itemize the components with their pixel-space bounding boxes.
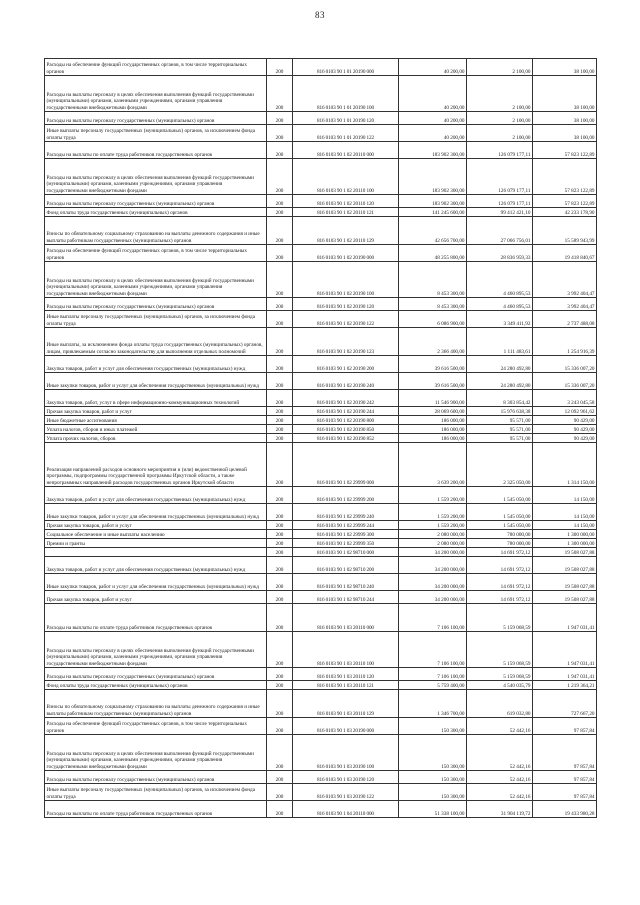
unexecuted-amount-cell: 1 947 031,41 bbox=[533, 604, 597, 632]
classification-code-cell: 816 0103 90 1 01 20190 000 bbox=[293, 59, 399, 76]
line-code-cell: 200 bbox=[267, 125, 293, 142]
executed-amount-cell: 5 159 068,59 bbox=[467, 668, 533, 681]
approved-amount-cell: 40 200,00 bbox=[399, 125, 467, 142]
classification-code-cell: 816 0103 90 1 03 20110 120 bbox=[293, 668, 399, 681]
line-code-cell: 200 bbox=[267, 521, 293, 530]
unexecuted-amount-cell: 1 219 364,21 bbox=[533, 681, 597, 690]
line-code-cell: 200 bbox=[267, 718, 293, 735]
line-code-cell: 200 bbox=[267, 771, 293, 784]
executed-amount-cell: 126 079 177,11 bbox=[467, 159, 533, 195]
executed-amount-cell: 2 100,00 bbox=[467, 76, 533, 112]
executed-amount-cell: 31 904 119,72 bbox=[467, 801, 533, 818]
approved-amount-cell: 183 902 300,00 bbox=[399, 159, 467, 195]
classification-code-cell: 816 0103 90 1 03 20190 122 bbox=[293, 784, 399, 801]
line-code-cell: 200 bbox=[267, 735, 293, 771]
table-row bbox=[45, 390, 597, 407]
unexecuted-amount-cell: 19 508 027,88 bbox=[533, 548, 597, 557]
unexecuted-amount-cell: 97 857,84 bbox=[533, 784, 597, 801]
executed-amount-cell: 99 412 421,10 bbox=[467, 208, 533, 217]
unexecuted-amount-cell: 38 100,00 bbox=[533, 112, 597, 125]
executed-amount-cell: 4 460 895,53 bbox=[467, 262, 533, 298]
unexecuted-amount-cell: 3 992 404,47 bbox=[533, 298, 597, 311]
expense-name-cell bbox=[45, 548, 267, 557]
line-code-cell: 200 bbox=[267, 407, 293, 416]
table-row bbox=[45, 245, 597, 262]
classification-code-cell: 816 0103 90 1 02 98710 244 bbox=[293, 591, 399, 604]
approved-amount-cell: 2 366 400,00 bbox=[399, 328, 467, 356]
approved-amount-cell: 3 639 200,00 bbox=[399, 443, 467, 487]
unexecuted-amount-cell: 97 857,84 bbox=[533, 771, 597, 784]
approved-amount-cell: 141 245 600,00 bbox=[399, 208, 467, 217]
executed-amount-cell: 8 303 854,42 bbox=[467, 390, 533, 407]
executed-amount-cell: 2 100,00 bbox=[467, 59, 533, 76]
expense-name-cell: Прочая закупка товаров, работ и услуг bbox=[45, 407, 267, 416]
classification-code-cell: 816 0103 90 1 02 20190 240 bbox=[293, 373, 399, 390]
unexecuted-amount-cell: 57 823 122,89 bbox=[533, 195, 597, 208]
expense-name-cell: Расходы на выплаты персоналу государственных (муниципальных) органов bbox=[45, 112, 267, 125]
classification-code-cell: 816 0103 90 1 03 20110 129 bbox=[293, 690, 399, 718]
expense-name-cell: Иные выплаты персоналу государственных (муниципальных) органов, за исключением фонда оплаты труда bbox=[45, 311, 267, 328]
unexecuted-amount-cell: 42 233 178,90 bbox=[533, 208, 597, 217]
line-code-cell: 200 bbox=[267, 434, 293, 443]
line-code-cell: 200 bbox=[267, 425, 293, 434]
unexecuted-amount-cell: 1 314 150,00 bbox=[533, 443, 597, 487]
approved-amount-cell: 8 453 300,00 bbox=[399, 298, 467, 311]
line-code-cell: 200 bbox=[267, 59, 293, 76]
expense-name-cell: Уплата налогов, сборов и иных платежей bbox=[45, 425, 267, 434]
approved-amount-cell: 34 200 000,00 bbox=[399, 574, 467, 591]
unexecuted-amount-cell: 57 823 122,89 bbox=[533, 142, 597, 159]
table-row bbox=[45, 217, 597, 245]
approved-amount-cell: 34 200 000,00 bbox=[399, 557, 467, 574]
table-row bbox=[45, 195, 597, 208]
expense-name-cell: Расходы на обеспечение функций государственных органов, в том числе территориальных органов bbox=[45, 59, 267, 76]
line-code-cell: 200 bbox=[267, 557, 293, 574]
classification-code-cell: 816 0103 90 1 02 98710 200 bbox=[293, 557, 399, 574]
table-row bbox=[45, 530, 597, 539]
line-code-cell: 200 bbox=[267, 574, 293, 591]
line-code-cell: 200 bbox=[267, 690, 293, 718]
expense-name-cell: Иные закупки товаров, работ и услуг для обеспечения государственных (муниципальных) нужд bbox=[45, 574, 267, 591]
approved-amount-cell: 6 086 900,00 bbox=[399, 311, 467, 328]
executed-amount-cell: 52 442,16 bbox=[467, 735, 533, 771]
classification-code-cell: 816 0103 90 1 01 20190 120 bbox=[293, 112, 399, 125]
line-code-cell: 200 bbox=[267, 373, 293, 390]
expense-name-cell: Взносы по обязательному социальному страхованию на выплаты денежного содержания и иные выплаты работникам государственных (муниципальных) органов bbox=[45, 690, 267, 718]
executed-amount-cell: 3 349 411,92 bbox=[467, 311, 533, 328]
approved-amount-cell: 7 106 100,00 bbox=[399, 668, 467, 681]
unexecuted-amount-cell: 90 429,00 bbox=[533, 425, 597, 434]
expense-name-cell: Расходы на выплаты персоналу в целях обеспечения выполнения функций государственными (муниципальными) органами, казенными учреждениями, органами управления государственными внебюджетными фондами bbox=[45, 735, 267, 771]
unexecuted-amount-cell: 19 508 027,88 bbox=[533, 591, 597, 604]
table-row bbox=[45, 407, 597, 416]
unexecuted-amount-cell: 14 150,00 bbox=[533, 521, 597, 530]
table-row bbox=[45, 328, 597, 356]
table-row bbox=[45, 735, 597, 771]
table-row bbox=[45, 771, 597, 784]
approved-amount-cell: 1 559 200,00 bbox=[399, 521, 467, 530]
classification-code-cell: 816 0103 90 1 03 20190 100 bbox=[293, 735, 399, 771]
classification-code-cell: 816 0103 90 1 02 20190 000 bbox=[293, 245, 399, 262]
executed-amount-cell: 780 000,00 bbox=[467, 530, 533, 539]
executed-amount-cell: 52 442,16 bbox=[467, 718, 533, 735]
approved-amount-cell: 51 338 100,00 bbox=[399, 801, 467, 818]
line-code-cell: 200 bbox=[267, 390, 293, 407]
approved-amount-cell: 34 200 000,00 bbox=[399, 591, 467, 604]
executed-amount-cell: 126 079 177,11 bbox=[467, 195, 533, 208]
approved-amount-cell: 11 546 900,00 bbox=[399, 390, 467, 407]
executed-amount-cell: 95 571,00 bbox=[467, 416, 533, 425]
table-row bbox=[45, 604, 597, 632]
table-row bbox=[45, 416, 597, 425]
expense-name-cell: Иные выплаты персоналу государственных (муниципальных) органов, за исключением фонда оплаты труда bbox=[45, 125, 267, 142]
executed-amount-cell: 5 159 068,59 bbox=[467, 604, 533, 632]
table-row bbox=[45, 690, 597, 718]
line-code-cell: 200 bbox=[267, 632, 293, 668]
unexecuted-amount-cell: 19 418 840,67 bbox=[533, 245, 597, 262]
classification-code-cell: 816 0103 90 1 02 20190 244 bbox=[293, 407, 399, 416]
approved-amount-cell: 28 069 600,00 bbox=[399, 407, 467, 416]
table-row bbox=[45, 59, 597, 76]
table-row bbox=[45, 574, 597, 591]
line-code-cell: 200 bbox=[267, 548, 293, 557]
expense-name-cell: Расходы на выплаты персоналу в целях обеспечения выполнения функций государственными (муниципальными) органами, казенными учреждениями, органами управления государственными внебюджетными фондами bbox=[45, 76, 267, 112]
unexecuted-amount-cell: 90 429,00 bbox=[533, 416, 597, 425]
approved-amount-cell: 186 000,00 bbox=[399, 416, 467, 425]
line-code-cell: 200 bbox=[267, 76, 293, 112]
classification-code-cell: 816 0103 90 1 03 20110 100 bbox=[293, 632, 399, 668]
unexecuted-amount-cell: 90 429,00 bbox=[533, 434, 597, 443]
executed-amount-cell: 24 280 492,80 bbox=[467, 356, 533, 373]
executed-amount-cell: 1 545 050,00 bbox=[467, 504, 533, 521]
classification-code-cell: 816 0103 90 1 03 20190 120 bbox=[293, 771, 399, 784]
table-row bbox=[45, 539, 597, 548]
expense-name-cell: Реализация направлений расходов основного мероприятия и (или) ведомственной целевой программы, подпрограммы государственной программы Иркутской области, а также непрограммных направлений расходов государственных органов Иркутской области bbox=[45, 443, 267, 487]
approved-amount-cell: 186 000,00 bbox=[399, 425, 467, 434]
table-row bbox=[45, 208, 597, 217]
classification-code-cell: 816 0103 90 1 02 20190 200 bbox=[293, 356, 399, 373]
line-code-cell: 200 bbox=[267, 262, 293, 298]
unexecuted-amount-cell: 38 100,00 bbox=[533, 76, 597, 112]
classification-code-cell: 816 0103 90 1 02 20190 122 bbox=[293, 311, 399, 328]
line-code-cell: 200 bbox=[267, 298, 293, 311]
table-row bbox=[45, 434, 597, 443]
classification-code-cell: 816 0103 90 1 02 20110 129 bbox=[293, 217, 399, 245]
executed-amount-cell: 52 442,16 bbox=[467, 784, 533, 801]
classification-code-cell: 816 0103 90 1 02 20190 800 bbox=[293, 416, 399, 425]
expense-name-cell: Расходы на выплаты персоналу государственных (муниципальных) органов bbox=[45, 771, 267, 784]
line-code-cell: 200 bbox=[267, 784, 293, 801]
line-code-cell: 200 bbox=[267, 801, 293, 818]
unexecuted-amount-cell: 15 589 943,99 bbox=[533, 217, 597, 245]
approved-amount-cell: 186 000,00 bbox=[399, 434, 467, 443]
unexecuted-amount-cell: 14 150,00 bbox=[533, 504, 597, 521]
approved-amount-cell: 2 080 000,00 bbox=[399, 539, 467, 548]
table-row bbox=[45, 262, 597, 298]
line-code-cell: 200 bbox=[267, 591, 293, 604]
classification-code-cell: 816 0103 90 1 02 98710 240 bbox=[293, 574, 399, 591]
classification-code-cell: 816 0103 90 1 02 20110 100 bbox=[293, 159, 399, 195]
expense-name-cell: Расходы на обеспечение функций государственных органов, в том числе территориальных органов bbox=[45, 718, 267, 735]
expense-name-cell: Расходы на выплаты персоналу в целях обеспечения выполнения функций государственными (муниципальными) органами, казенными учреждениями, органами управления государственными внебюджетными фондами bbox=[45, 159, 267, 195]
unexecuted-amount-cell: 3 243 045,58 bbox=[533, 390, 597, 407]
approved-amount-cell: 5 759 400,00 bbox=[399, 681, 467, 690]
unexecuted-amount-cell: 19 433 980,28 bbox=[533, 801, 597, 818]
line-code-cell: 200 bbox=[267, 112, 293, 125]
approved-amount-cell: 183 902 300,00 bbox=[399, 142, 467, 159]
approved-amount-cell: 1 559 200,00 bbox=[399, 487, 467, 504]
table-row bbox=[45, 373, 597, 390]
expense-name-cell: Премии и гранты bbox=[45, 539, 267, 548]
table-row bbox=[45, 356, 597, 373]
expense-name-cell: Расходы на выплаты персоналу государственных (муниципальных) органов bbox=[45, 195, 267, 208]
expense-name-cell: Расходы на выплаты по оплате труда работников государственных органов bbox=[45, 801, 267, 818]
table-row bbox=[45, 718, 597, 735]
executed-amount-cell: 2 100,00 bbox=[467, 125, 533, 142]
line-code-cell: 200 bbox=[267, 142, 293, 159]
expense-name-cell: Расходы на выплаты персоналу в целях обеспечения выполнения функций государственными (муниципальными) органами, казенными учреждениями, органами управления государственными внебюджетными фондами bbox=[45, 262, 267, 298]
table-body bbox=[45, 59, 597, 818]
table-row bbox=[45, 681, 597, 690]
executed-amount-cell: 95 571,00 bbox=[467, 425, 533, 434]
unexecuted-amount-cell: 38 100,00 bbox=[533, 125, 597, 142]
executed-amount-cell: 619 032,80 bbox=[467, 690, 533, 718]
classification-code-cell: 816 0103 90 1 02 29999 300 bbox=[293, 530, 399, 539]
unexecuted-amount-cell: 19 508 027,88 bbox=[533, 574, 597, 591]
unexecuted-amount-cell: 1 300 000,00 bbox=[533, 530, 597, 539]
classification-code-cell: 816 0103 90 1 02 20190 852 bbox=[293, 434, 399, 443]
executed-amount-cell: 1 545 050,00 bbox=[467, 487, 533, 504]
line-code-cell: 200 bbox=[267, 356, 293, 373]
expense-name-cell: Расходы на выплаты по оплате труда работников государственных органов bbox=[45, 142, 267, 159]
classification-code-cell: 816 0103 90 1 02 20190 100 bbox=[293, 262, 399, 298]
table-row bbox=[45, 504, 597, 521]
expense-name-cell: Закупка товаров, работ и услуг для обеспечения государственных (муниципальных) нужд bbox=[45, 557, 267, 574]
classification-code-cell: 816 0103 90 1 02 20190 850 bbox=[293, 425, 399, 434]
expense-name-cell: Закупка товаров, работ и услуг для обеспечения государственных (муниципальных) нужд bbox=[45, 356, 267, 373]
classification-code-cell: 816 0103 90 1 02 20190 123 bbox=[293, 328, 399, 356]
approved-amount-cell: 7 106 100,00 bbox=[399, 604, 467, 632]
approved-amount-cell: 150 300,00 bbox=[399, 784, 467, 801]
line-code-cell: 200 bbox=[267, 604, 293, 632]
classification-code-cell: 816 0103 90 1 04 20110 000 bbox=[293, 801, 399, 818]
approved-amount-cell: 7 106 100,00 bbox=[399, 632, 467, 668]
approved-amount-cell: 40 200,00 bbox=[399, 112, 467, 125]
executed-amount-cell: 15 976 638,38 bbox=[467, 407, 533, 416]
executed-amount-cell: 4 460 895,53 bbox=[467, 298, 533, 311]
table-row bbox=[45, 521, 597, 530]
executed-amount-cell: 1 545 050,00 bbox=[467, 521, 533, 530]
classification-code-cell: 816 0103 90 1 02 29999 244 bbox=[293, 521, 399, 530]
line-code-cell: 200 bbox=[267, 504, 293, 521]
classification-code-cell: 816 0103 90 1 01 20190 100 bbox=[293, 76, 399, 112]
executed-amount-cell: 14 691 972,12 bbox=[467, 574, 533, 591]
table-row bbox=[45, 298, 597, 311]
classification-code-cell: 816 0103 90 1 02 29999 000 bbox=[293, 443, 399, 487]
expense-name-cell: Иные выплаты, за исключением фонда оплаты труда государственных (муниципальных) органов, лицам, привлекаемым согласно законодательству для выполнения отдельных полномочий bbox=[45, 328, 267, 356]
approved-amount-cell: 8 453 300,00 bbox=[399, 262, 467, 298]
expense-name-cell: Фонд оплаты труда государственных (муниципальных) органов bbox=[45, 208, 267, 217]
table-row bbox=[45, 548, 597, 557]
expense-name-cell: Расходы на выплаты по оплате труда работников государственных органов bbox=[45, 604, 267, 632]
approved-amount-cell: 40 200,00 bbox=[399, 76, 467, 112]
line-code-cell: 200 bbox=[267, 311, 293, 328]
classification-code-cell: 816 0103 90 1 02 98710 000 bbox=[293, 548, 399, 557]
approved-amount-cell: 39 616 500,00 bbox=[399, 373, 467, 390]
expense-name-cell: Закупка товаров, работ и услуг для обеспечения государственных (муниципальных) нужд bbox=[45, 487, 267, 504]
unexecuted-amount-cell: 14 150,00 bbox=[533, 487, 597, 504]
unexecuted-amount-cell: 19 508 027,88 bbox=[533, 557, 597, 574]
classification-code-cell: 816 0103 90 1 02 20190 242 bbox=[293, 390, 399, 407]
expense-name-cell: Взносы по обязательному социальному страхованию на выплаты денежного содержания и иные выплаты работникам государственных (муниципальных) органов bbox=[45, 217, 267, 245]
table-row bbox=[45, 425, 597, 434]
line-code-cell: 200 bbox=[267, 416, 293, 425]
executed-amount-cell: 126 079 177,11 bbox=[467, 142, 533, 159]
unexecuted-amount-cell: 15 336 007,20 bbox=[533, 373, 597, 390]
unexecuted-amount-cell: 727 667,20 bbox=[533, 690, 597, 718]
unexecuted-amount-cell: 1 947 031,41 bbox=[533, 632, 597, 668]
expense-name-cell: Расходы на выплаты персоналу государственных (муниципальных) органов bbox=[45, 668, 267, 681]
expense-name-cell: Прочая закупка товаров, работ и услуг bbox=[45, 521, 267, 530]
line-code-cell: 200 bbox=[267, 208, 293, 217]
table-row bbox=[45, 112, 597, 125]
page-number: 83 bbox=[315, 10, 325, 20]
expense-name-cell: Закупка товаров, работ, услуг в сфере информационно-коммуникационных технологий bbox=[45, 390, 267, 407]
executed-amount-cell: 52 442,16 bbox=[467, 771, 533, 784]
expense-name-cell: Иные бюджетные ассигнования bbox=[45, 416, 267, 425]
classification-code-cell: 816 0103 90 1 03 20110 000 bbox=[293, 604, 399, 632]
table-row bbox=[45, 76, 597, 112]
expense-name-cell: Социальное обеспечение и иные выплаты населению bbox=[45, 530, 267, 539]
approved-amount-cell: 34 200 000,00 bbox=[399, 548, 467, 557]
classification-code-cell: 816 0103 90 1 01 20190 122 bbox=[293, 125, 399, 142]
executed-amount-cell: 2 325 050,00 bbox=[467, 443, 533, 487]
executed-amount-cell: 24 280 492,80 bbox=[467, 373, 533, 390]
table-row bbox=[45, 801, 597, 818]
executed-amount-cell: 4 540 035,79 bbox=[467, 681, 533, 690]
unexecuted-amount-cell: 12 092 961,62 bbox=[533, 407, 597, 416]
expense-name-cell: Расходы на обеспечение функций государственных органов, в том числе территориальных органов bbox=[45, 245, 267, 262]
table-row bbox=[45, 784, 597, 801]
approved-amount-cell: 40 200,00 bbox=[399, 59, 467, 76]
classification-code-cell: 816 0103 90 1 03 20190 000 bbox=[293, 718, 399, 735]
line-code-cell: 200 bbox=[267, 328, 293, 356]
line-code-cell: 200 bbox=[267, 530, 293, 539]
classification-code-cell: 816 0103 90 1 02 20110 000 bbox=[293, 142, 399, 159]
line-code-cell: 200 bbox=[267, 217, 293, 245]
classification-code-cell: 816 0103 90 1 02 20110 121 bbox=[293, 208, 399, 217]
table-row bbox=[45, 668, 597, 681]
classification-code-cell: 816 0103 90 1 02 20110 120 bbox=[293, 195, 399, 208]
table-row bbox=[45, 557, 597, 574]
executed-amount-cell: 1 111 483,61 bbox=[467, 328, 533, 356]
unexecuted-amount-cell: 1 947 031,41 bbox=[533, 668, 597, 681]
unexecuted-amount-cell: 57 823 122,89 bbox=[533, 159, 597, 195]
unexecuted-amount-cell: 97 857,84 bbox=[533, 735, 597, 771]
unexecuted-amount-cell: 2 737 488,08 bbox=[533, 311, 597, 328]
executed-amount-cell: 14 691 972,12 bbox=[467, 591, 533, 604]
executed-amount-cell: 780 000,00 bbox=[467, 539, 533, 548]
table-row bbox=[45, 159, 597, 195]
expense-name-cell: Прочая закупка товаров, работ и услуг bbox=[45, 591, 267, 604]
executed-amount-cell: 14 691 972,12 bbox=[467, 548, 533, 557]
expense-name-cell: Уплата прочих налогов, сборов bbox=[45, 434, 267, 443]
expense-name-cell: Иные выплаты персоналу государственных (муниципальных) органов, за исключением фонда оплаты труда bbox=[45, 784, 267, 801]
expense-name-cell: Иные закупки товаров, работ и услуг для обеспечения государственных (муниципальных) нужд bbox=[45, 504, 267, 521]
approved-amount-cell: 150 300,00 bbox=[399, 771, 467, 784]
approved-amount-cell: 39 616 500,00 bbox=[399, 356, 467, 373]
approved-amount-cell: 1 346 700,00 bbox=[399, 690, 467, 718]
unexecuted-amount-cell: 3 992 404,47 bbox=[533, 262, 597, 298]
classification-code-cell: 816 0103 90 1 02 29999 240 bbox=[293, 504, 399, 521]
executed-amount-cell: 14 691 972,12 bbox=[467, 557, 533, 574]
line-code-cell: 200 bbox=[267, 245, 293, 262]
classification-code-cell: 816 0103 90 1 02 29999 350 bbox=[293, 539, 399, 548]
budget-execution-table bbox=[44, 58, 597, 818]
unexecuted-amount-cell: 38 100,00 bbox=[533, 59, 597, 76]
line-code-cell: 200 bbox=[267, 159, 293, 195]
table-row bbox=[45, 591, 597, 604]
table-row bbox=[45, 311, 597, 328]
unexecuted-amount-cell: 1 300 000,00 bbox=[533, 539, 597, 548]
executed-amount-cell: 28 836 959,33 bbox=[467, 245, 533, 262]
approved-amount-cell: 48 255 800,00 bbox=[399, 245, 467, 262]
executed-amount-cell: 95 571,00 bbox=[467, 434, 533, 443]
line-code-cell: 200 bbox=[267, 195, 293, 208]
approved-amount-cell: 183 902 300,00 bbox=[399, 195, 467, 208]
approved-amount-cell: 150 300,00 bbox=[399, 718, 467, 735]
executed-amount-cell: 5 159 068,59 bbox=[467, 632, 533, 668]
executed-amount-cell: 27 066 756,01 bbox=[467, 217, 533, 245]
line-code-cell: 200 bbox=[267, 443, 293, 487]
table-row bbox=[45, 142, 597, 159]
approved-amount-cell: 2 080 000,00 bbox=[399, 530, 467, 539]
unexecuted-amount-cell: 97 857,84 bbox=[533, 718, 597, 735]
line-code-cell: 200 bbox=[267, 681, 293, 690]
line-code-cell: 200 bbox=[267, 487, 293, 504]
table-row bbox=[45, 125, 597, 142]
table-row bbox=[45, 487, 597, 504]
executed-amount-cell: 2 100,00 bbox=[467, 112, 533, 125]
line-code-cell: 200 bbox=[267, 668, 293, 681]
table-row bbox=[45, 632, 597, 668]
classification-code-cell: 816 0103 90 1 02 20190 120 bbox=[293, 298, 399, 311]
line-code-cell: 200 bbox=[267, 539, 293, 548]
unexecuted-amount-cell: 1 254 916,39 bbox=[533, 328, 597, 356]
expense-name-cell: Расходы на выплаты персоналу в целях обеспечения выполнения функций государственными (муниципальными) органами, казенными учреждениями, органами управления государственными внебюджетными фондами bbox=[45, 632, 267, 668]
approved-amount-cell: 1 559 200,00 bbox=[399, 504, 467, 521]
classification-code-cell: 816 0103 90 1 03 20110 121 bbox=[293, 681, 399, 690]
unexecuted-amount-cell: 15 336 007,20 bbox=[533, 356, 597, 373]
classification-code-cell: 816 0103 90 1 02 29999 200 bbox=[293, 487, 399, 504]
expense-name-cell: Фонд оплаты труда государственных (муниципальных) органов bbox=[45, 681, 267, 690]
approved-amount-cell: 42 656 700,00 bbox=[399, 217, 467, 245]
table-row bbox=[45, 443, 597, 487]
approved-amount-cell: 150 300,00 bbox=[399, 735, 467, 771]
expense-name-cell: Расходы на выплаты персоналу государственных (муниципальных) органов bbox=[45, 298, 267, 311]
expense-name-cell: Иные закупки товаров, работ и услуг для обеспечения государственных (муниципальных) нужд bbox=[45, 373, 267, 390]
